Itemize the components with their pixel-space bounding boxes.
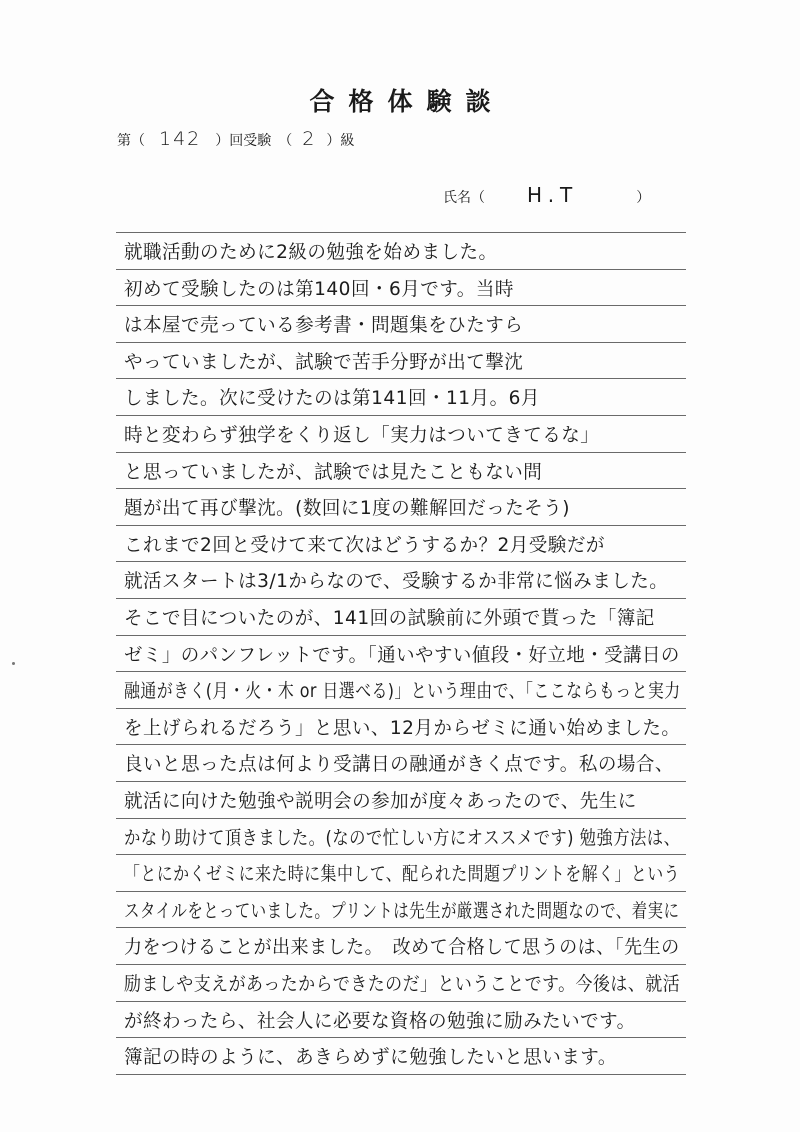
exam-suffix: ）級 <box>326 133 355 149</box>
body-text-line: と思っていましたが、試験では見たこともない問 <box>124 460 543 483</box>
body-text-line: 題が出て再び撃沈。(数回に1度の難解回だったそう) <box>124 497 570 520</box>
ruled-line <box>116 1001 686 1002</box>
ruled-line <box>116 342 686 343</box>
ruled-line <box>116 781 686 782</box>
name-info <box>443 183 650 207</box>
ruled-line <box>116 305 686 306</box>
name-suffix: ） <box>636 190 651 206</box>
ruled-line <box>116 415 686 416</box>
ruled-line <box>116 488 686 489</box>
handwritten-body <box>116 232 686 1092</box>
ruled-line <box>116 891 686 892</box>
body-text-line: 就職活動のために2級の勉強を始めました。 <box>124 241 498 263</box>
ruled-line <box>116 561 686 562</box>
ruled-line <box>116 927 686 928</box>
body-text-line: 励ましや支えがあったからできたのだ」ということです。今後は、就活 <box>124 973 681 995</box>
stray-mark <box>12 662 15 665</box>
body-text-line: 就活スタートは3/1からなので、受験するか非常に悩みました。 <box>124 570 669 593</box>
body-text-line: ゼミ」のパンフレットです。「通いやすい値段・好立地・受講日の <box>124 643 680 666</box>
ruled-line <box>116 635 686 636</box>
body-text-line: を上げられるだろう」と思い、12月からゼミに通い始めました。 <box>124 716 681 739</box>
body-text-line: スタイルをとっていました。プリントは先生が厳選された問題なので、着実に <box>124 899 680 922</box>
ruled-line <box>116 232 686 233</box>
ruled-line <box>116 671 686 672</box>
body-text-line: しました。次に受けたのは第141回・11月。6月 <box>124 387 540 410</box>
body-text-line: 力をつけることが出来ました。 改めて合格して思うのは、「先生の <box>124 936 680 959</box>
body-text-line: 良いと思った点は何より受講日の融通がきく点です。私の場合、 <box>124 753 674 776</box>
exam-middle: ）回受験 （ <box>215 133 293 149</box>
body-text-line: 初めて受験したのは第140回・6月です。当時 <box>124 277 514 300</box>
ruled-line <box>116 964 686 965</box>
body-text-line: は本屋で売っている参考書・問題集をひたすら <box>124 314 524 337</box>
exam-prefix: 第（ <box>117 133 145 149</box>
ruled-line <box>116 1074 686 1075</box>
ruled-line <box>116 818 686 819</box>
ruled-line <box>116 378 686 379</box>
body-text-line: 融通がきく(月・火・木 or 日選べる)」という理由で、「ここならもっと実力 <box>124 680 681 703</box>
ruled-line <box>116 854 686 855</box>
name-label: 氏名（ <box>443 190 485 206</box>
body-text-line: が終わったら、社会人に必要な資格の勉強に励みたいです。 <box>124 1009 636 1032</box>
body-text-line: かなり助けて頂きました。(なので忙しい方にオススメです) 勉強方法は、 <box>124 826 681 849</box>
page-title: 合格体験談 <box>309 87 505 116</box>
ruled-line <box>116 525 686 526</box>
ruled-line <box>116 744 686 745</box>
body-text-line: 「とにかくゼミに来た時に集中して、配られた問題プリントを解く」という <box>124 863 680 886</box>
ruled-line <box>116 598 686 599</box>
body-text-line: これまで2回と受けて来て次はどうするか？2月受験だが <box>124 533 605 556</box>
body-text-line: 就活に向けた勉強や説明会の参加が度々あったので、先生に <box>124 790 637 812</box>
exam-number: 142 <box>159 128 202 150</box>
body-text-line: そこで目についたのが、141回の試験前に外頭で貰った「簿記 <box>124 607 655 629</box>
ruled-line <box>116 452 686 453</box>
ruled-line <box>116 1037 686 1038</box>
body-text-line: 簿記の時のように、あきらめずに勉強したいと思います。 <box>124 1046 617 1069</box>
exam-grade: 2 <box>302 128 317 150</box>
exam-info <box>117 128 354 150</box>
body-text-line: やっていましたが、試験で苦手分野が出て撃沈 <box>124 350 524 373</box>
body-text-line: 時と変わらず独学をくり返し「実力はついてきてるな」 <box>124 424 600 446</box>
name-value: H.T <box>527 183 579 207</box>
ruled-line <box>116 269 686 270</box>
ruled-line <box>116 708 686 709</box>
